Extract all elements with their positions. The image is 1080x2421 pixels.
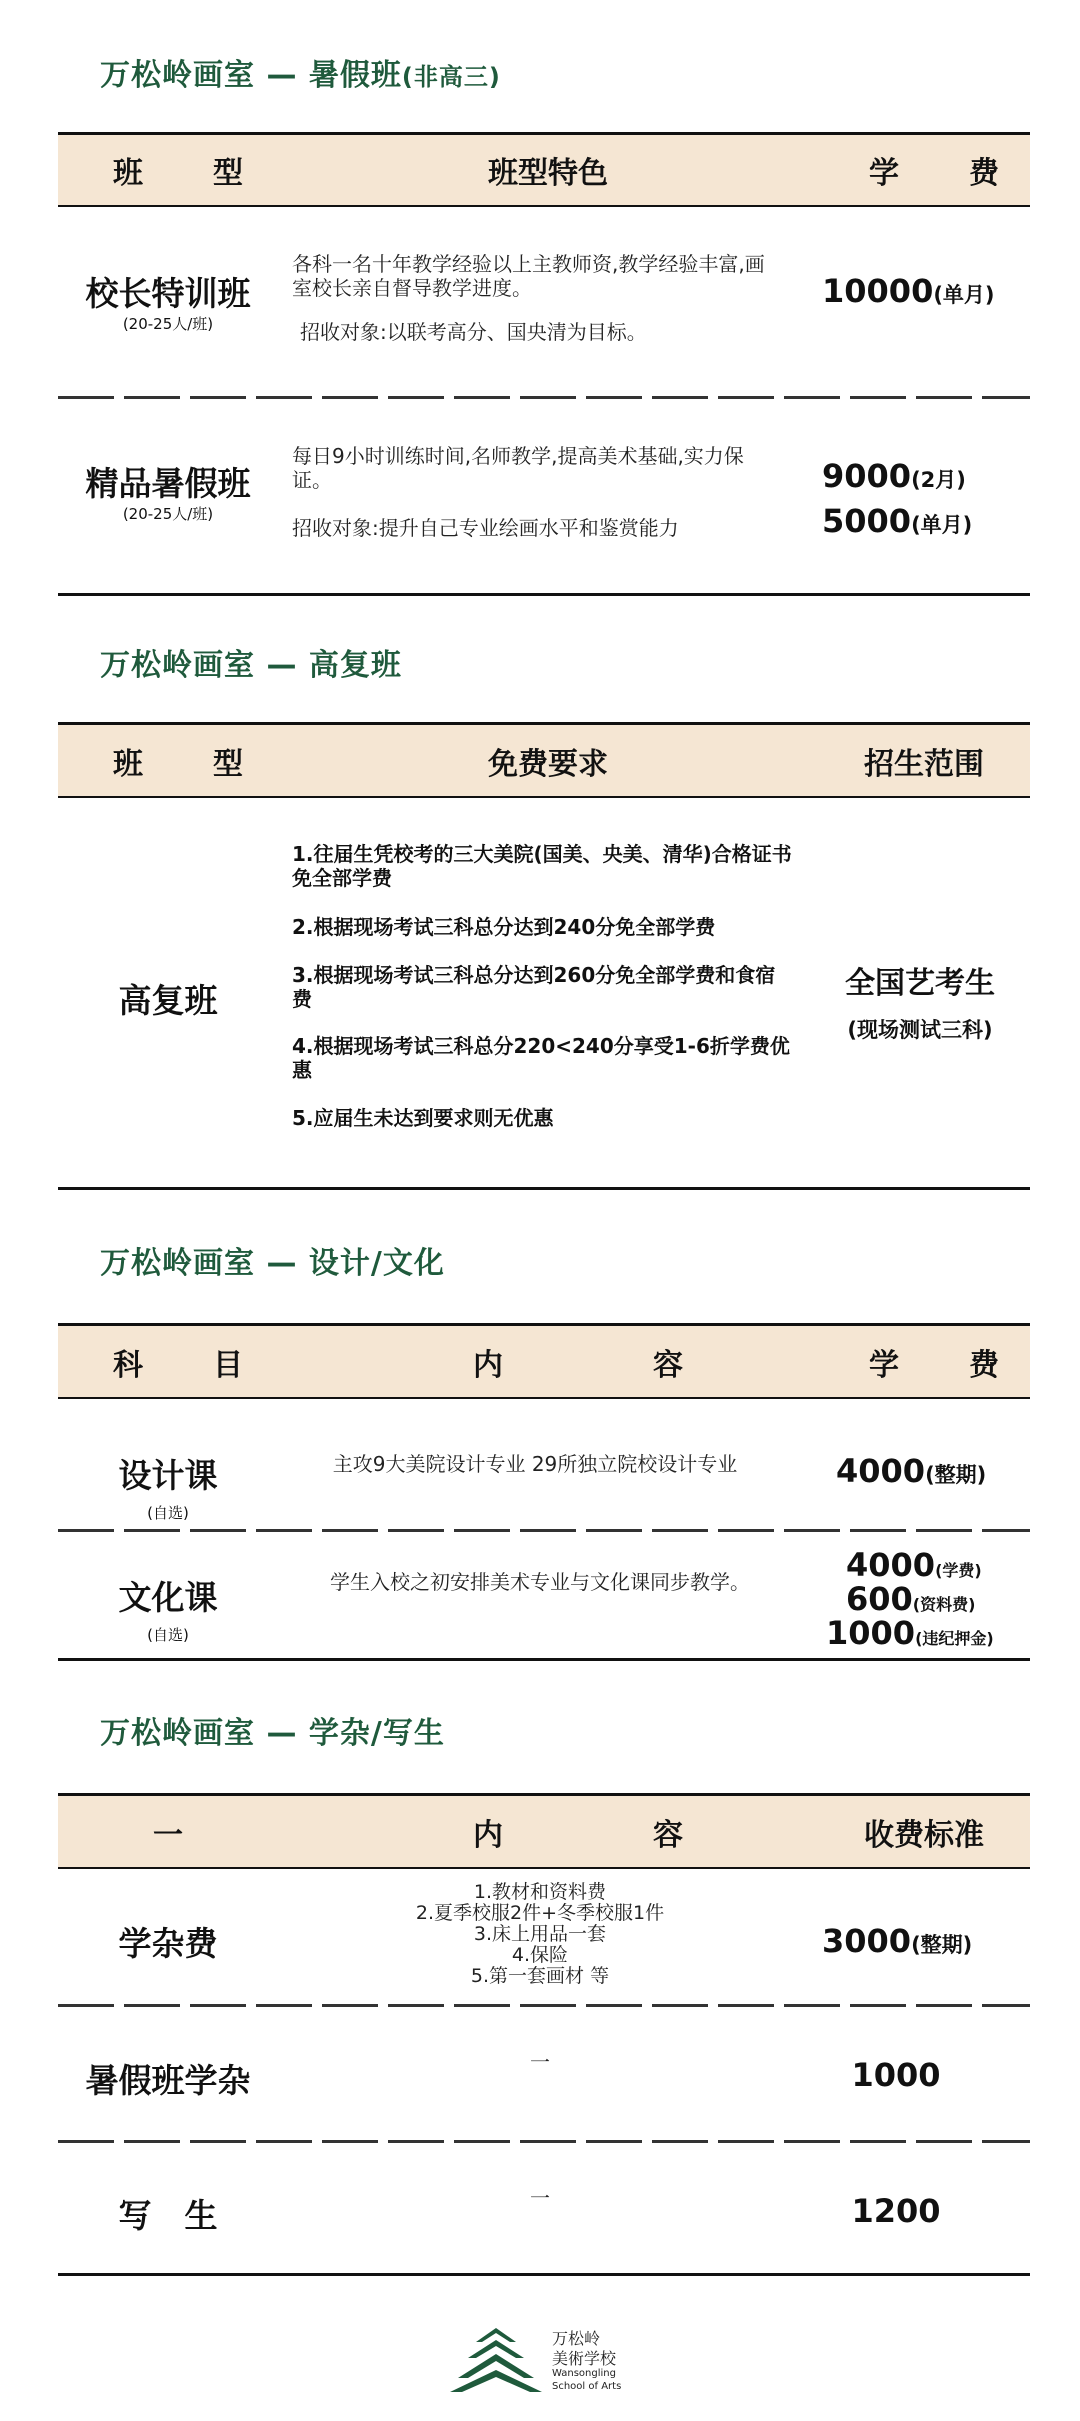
header-col-type: 班 型 xyxy=(113,746,263,782)
fee-unit: (2月) xyxy=(911,468,966,492)
row-name: 学杂费 xyxy=(118,1924,218,1963)
header-col-subject: 科 目 xyxy=(113,1347,263,1383)
fee-amount: 1000 xyxy=(826,1614,916,1652)
requirement-item: 2.根据现场考试三科总分达到240分免全部学费 xyxy=(292,915,716,939)
fee-unit: (学费) xyxy=(935,1561,982,1580)
logo-name-line2: 美術学校 xyxy=(552,2349,617,2368)
header-col-type: 班 型 xyxy=(113,156,263,191)
row-divider xyxy=(58,1529,1030,1532)
header-col-item: 一 xyxy=(153,1817,183,1853)
fee-amount: 4000 xyxy=(836,1452,926,1490)
row-fee xyxy=(760,2192,1032,2230)
row-fee xyxy=(822,272,995,310)
fee-amount: 4000 xyxy=(846,1546,936,1584)
table-header xyxy=(58,1323,1030,1399)
header-col-feature: 班型特色 xyxy=(488,156,608,191)
fee-unit: (资料费) xyxy=(912,1595,976,1614)
fee-amount: 3000 xyxy=(822,1922,912,1960)
section-title-summer xyxy=(100,50,501,94)
fee-unit: (单月) xyxy=(933,283,995,307)
row-fee xyxy=(846,1580,975,1618)
enroll-scope-note: (现场测试三科) xyxy=(847,1018,993,1042)
logo-en-line1: Wansongling xyxy=(552,2368,616,2379)
row-note: (自选) xyxy=(147,1626,189,1644)
header-col-scope: 招生范围 xyxy=(864,746,984,782)
row-desc: 4.保险 xyxy=(511,1944,569,1966)
row-name: 暑假班学杂 xyxy=(85,2061,251,2100)
header-col-content: 内 容 xyxy=(473,1347,743,1383)
header-col-content: 内 容 xyxy=(473,1817,743,1853)
row-name: 设计课 xyxy=(118,1456,218,1495)
row-desc: 1.教材和资料费 xyxy=(473,1881,607,1903)
row-desc: 2.夏季校服2件+冬季校服1件 xyxy=(415,1902,665,1924)
fee-amount: 10000 xyxy=(822,272,934,310)
requirement-item: 3.根据现场考试三科总分达到260分免全部学费和食宿费 xyxy=(292,963,776,1011)
fee-amount: 9000 xyxy=(822,457,912,495)
header-col-standard: 收费标准 xyxy=(864,1817,984,1853)
row-name: 高复班 xyxy=(118,981,218,1020)
row-note: (20-25人/班) xyxy=(122,315,214,333)
fee-unit: (整期) xyxy=(925,1463,987,1487)
fee-amount: 600 xyxy=(846,1580,913,1618)
row-desc: 每日9小时训练时间,名师教学,提高美术基础,实力保证。 xyxy=(292,444,744,492)
requirement-item: 5.应届生未达到要求则无优惠 xyxy=(292,1106,554,1130)
row-fee xyxy=(846,1546,982,1584)
header-col-requirement: 免费要求 xyxy=(488,746,608,782)
section-title-design: 万松岭画室 — 设计/文化 xyxy=(100,1246,445,1281)
logo-name-line1: 万松岭 xyxy=(552,2329,601,2348)
school-logo xyxy=(450,2326,640,2398)
row-fee xyxy=(822,457,966,495)
section-title-suffix: (非高三) xyxy=(401,63,501,91)
row-desc: 主攻9大美院设计专业 29所独立院校设计专业 xyxy=(332,1452,738,1476)
section-title-misc: 万松岭画室 — 学杂/写生 xyxy=(100,1716,445,1751)
section-title-repeat: 万松岭画室 — 高复班 xyxy=(100,648,402,683)
table-header xyxy=(58,132,1030,207)
requirement-item: 4.根据现场考试三科总分220<240分享受1-6折学费优惠 xyxy=(292,1034,790,1082)
fee-unit: (违纪押金) xyxy=(915,1629,994,1648)
section-bottom-rule xyxy=(58,1658,1030,1661)
section-bottom-rule xyxy=(58,2273,1030,2276)
section-title-text: 万松岭画室 — 暑假班 xyxy=(100,58,402,93)
row-desc: 一 xyxy=(530,2186,550,2210)
fee-unit: (单月) xyxy=(911,513,973,537)
row-divider xyxy=(58,396,1030,399)
row-desc: 学生入校之初安排美术专业与文化课同步教学。 xyxy=(330,1570,750,1594)
row-note: (自选) xyxy=(147,1504,189,1522)
row-desc: 招收对象:以联考高分、国央清为目标。 xyxy=(300,320,647,344)
row-desc: 各科一名十年教学经验以上主教师资,教学经验丰富,画室校长亲自督导教学进度。 xyxy=(292,252,765,300)
row-name: 文化课 xyxy=(118,1578,218,1617)
header-col-fee: 学 费 xyxy=(869,1347,1019,1383)
row-note: (20-25人/班) xyxy=(122,505,214,523)
fee-amount: 5000 xyxy=(822,502,912,540)
table-header xyxy=(58,722,1030,798)
logo-en-line2: School of Arts xyxy=(552,2381,622,2392)
pine-tree-icon xyxy=(450,2326,542,2392)
table-header xyxy=(58,1793,1030,1869)
fee-amount: 1200 xyxy=(851,2192,941,2230)
row-desc: 3.床上用品一套 xyxy=(473,1923,607,1945)
fee-unit: (整期) xyxy=(911,1933,973,1957)
section-bottom-rule xyxy=(58,1187,1030,1190)
row-desc: 5.第一套画材 等 xyxy=(470,1965,610,1987)
section-bottom-rule xyxy=(58,593,1030,596)
requirement-item: 1.往届生凭校考的三大美院(国美、央美、清华)合格证书免全部学费 xyxy=(292,842,792,890)
row-name: 写 生 xyxy=(118,2196,218,2235)
row-fee xyxy=(760,2056,1032,2094)
fee-amount: 1000 xyxy=(851,2056,941,2094)
row-fee xyxy=(822,502,972,540)
row-name: 校长特训班 xyxy=(85,274,251,313)
row-name: 精品暑假班 xyxy=(85,464,251,503)
row-fee xyxy=(826,1614,994,1652)
row-divider xyxy=(58,2004,1030,2007)
row-fee xyxy=(822,1922,972,1960)
row-desc: 一 xyxy=(530,2050,550,2074)
row-fee xyxy=(836,1452,986,1490)
row-desc: 招收对象:提升自己专业绘画水平和鉴赏能力 xyxy=(292,516,679,540)
row-divider xyxy=(58,2140,1030,2143)
enroll-scope: 全国艺考生 xyxy=(845,966,995,1001)
header-col-fee: 学 费 xyxy=(869,156,1019,191)
